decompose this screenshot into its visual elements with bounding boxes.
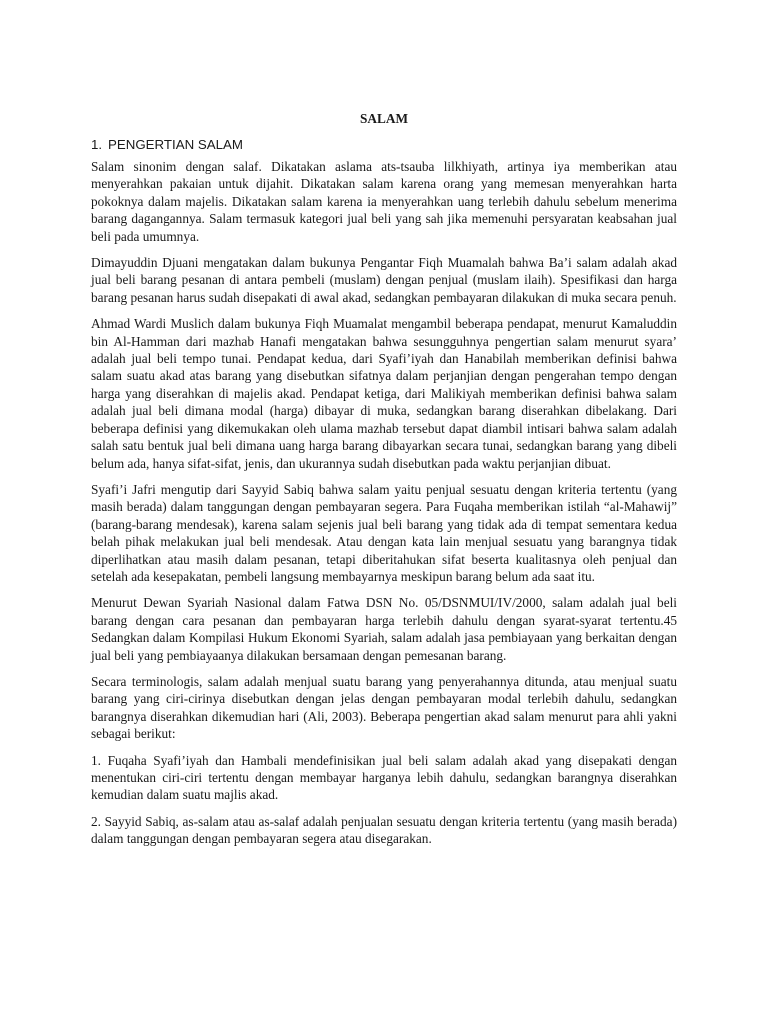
section-heading: [91, 136, 677, 153]
paragraph: Menurut Dewan Syariah Nasional dalam Fatwa DSN No. 05/DSNMUI/IV/2000, salam adalah jual beli barang dengan cara pesanan dan pembayaran harga terlebih dahulu dengan syarat-syarat tertentu.45 Sedangkan dalam Kompilasi Hukum Ekonomi Syariah, salam adalah jasa pembiayaan yang berkaitan dengan jual beli yang pembiayaanya dilakukan bersamaan dengan pemesanan barang.: [91, 595, 677, 663]
section-number: 1.: [91, 137, 103, 152]
paragraph: Dimayuddin Djuani mengatakan dalam bukunya Pengantar Fiqh Muamalah bahwa Ba’i salam adalah akad jual beli barang pesanan di antara pembeli (muslam) dengan penjual (muslam ilaih). Spesifikasi dan harga barang pesanan harus sudah disepakati di awal akad, sedangkan pembayaran dilakukan di muka secara penuh.: [91, 255, 677, 305]
paragraph: Secara terminologis, salam adalah menjual suatu barang yang penyerahannya ditunda, atau menjual suatu barang yang ciri-cirinya disebutkan dengan jelas dengan pembayaran modal terlebih dahulu, sedangkan barangnya diserahkan dikemudian hari (Ali, 2003). Beberapa pengertian akad salam menurut para ahli yakni sebagai berikut:: [91, 673, 677, 742]
paragraph: Ahmad Wardi Muslich dalam bukunya Fiqh Muamalat mengambil beberapa pendapat, menurut Kamaluddin bin Al-Hamman dari mazhab Hanafi mengatakan bahwa sesungguhnya pengertian salam menurut syara’ adalah jual beli tempo tunai. Pendapat kedua, dari Syafi’iyah dan Hanabilah memberikan definisi bahwa salam suatu akad atas barang yang disebutkan sifatnya dalam perjanjian dengan pengerahan tempo dengan harga yang diserahkan di majelis akad. Pendapat ketiga, dari Malikiyah memberikan definisi bahwa salam adalah jual beli dimana modal (harga) dibayar di muka, sedangkan barang diserahkan dibelakang. Dari beberapa definisi yang dikemukakan oleh ulama mazhab tersebut dapat diambil intisari bahwa salam adalah salah satu bentuk jual beli dimana uang harga barang dibayarkan secara tunai, sedangkan barang yang dibeli belum ada, hanya sifat-sifat, jenis, dan ukurannya sudah disebutkan pada waktu perjanjian dibuat.: [91, 316, 677, 471]
list-item: 1. Fuqaha Syafi’iyah dan Hambali mendefinisikan jual beli salam adalah akad yang disepakati dengan menentukan ciri-ciri tertentu dengan membayar harganya lebih dahulu, sedangkan barangnya diserahkan kemudian dalam suatu majlis akad.: [91, 752, 677, 803]
document-title: SALAM: [359, 111, 409, 126]
list-item: 2. Sayyid Sabiq, as-salam atau as-salaf adalah penjualan sesuatu dengan kriteria tertentu (yang masih berada) dalam tanggungan dengan pembayaran segera atau disegarakan.: [91, 813, 677, 847]
document-page: [91, 110, 677, 857]
paragraph: Syafi’i Jafri mengutip dari Sayyid Sabiq bahwa salam yaitu penjual sesuatu dengan kriteria tertentu (yang masih berada) dalam tanggungan dengan pembayaran segera. Para Fuqaha memberikan istilah “al-Mahawij” (barang-barang mendesak), karena salam sejenis jual beli barang yang tidak ada di tempat sementara kedua belah pihak melakukan jual beli mendesak. Atau dengan kata lain menjual sesuatu yang barangnya tidak diperlihatkan atau masih dalam pesanan, tetapi diberitahukan sifat beserta kualitasnya oleh penjual dan setelah ada kesepakatan, pembeli langsung membayarnya meskipun barang belum ada saat itu.: [91, 481, 677, 584]
section-heading-text: PENGERTIAN SALAM: [108, 137, 243, 152]
paragraph: Salam sinonim dengan salaf. Dikatakan aslama ats-tsauba lilkhiyath, artinya iya memberikan atau menyerahkan pakaian untuk dijahit. Dikatakan salam karena orang yang memesan menyerahkan harta pokoknya dalam majelis. Dikatakan salam karena ia menyerahkan uang terlebih dahulu sebelum menerima barang dagangannya. Salam termasuk kategori jual beli yang sah jika memenuhi persyaratan keabsahan jual beli pada umumnya.: [91, 159, 677, 244]
